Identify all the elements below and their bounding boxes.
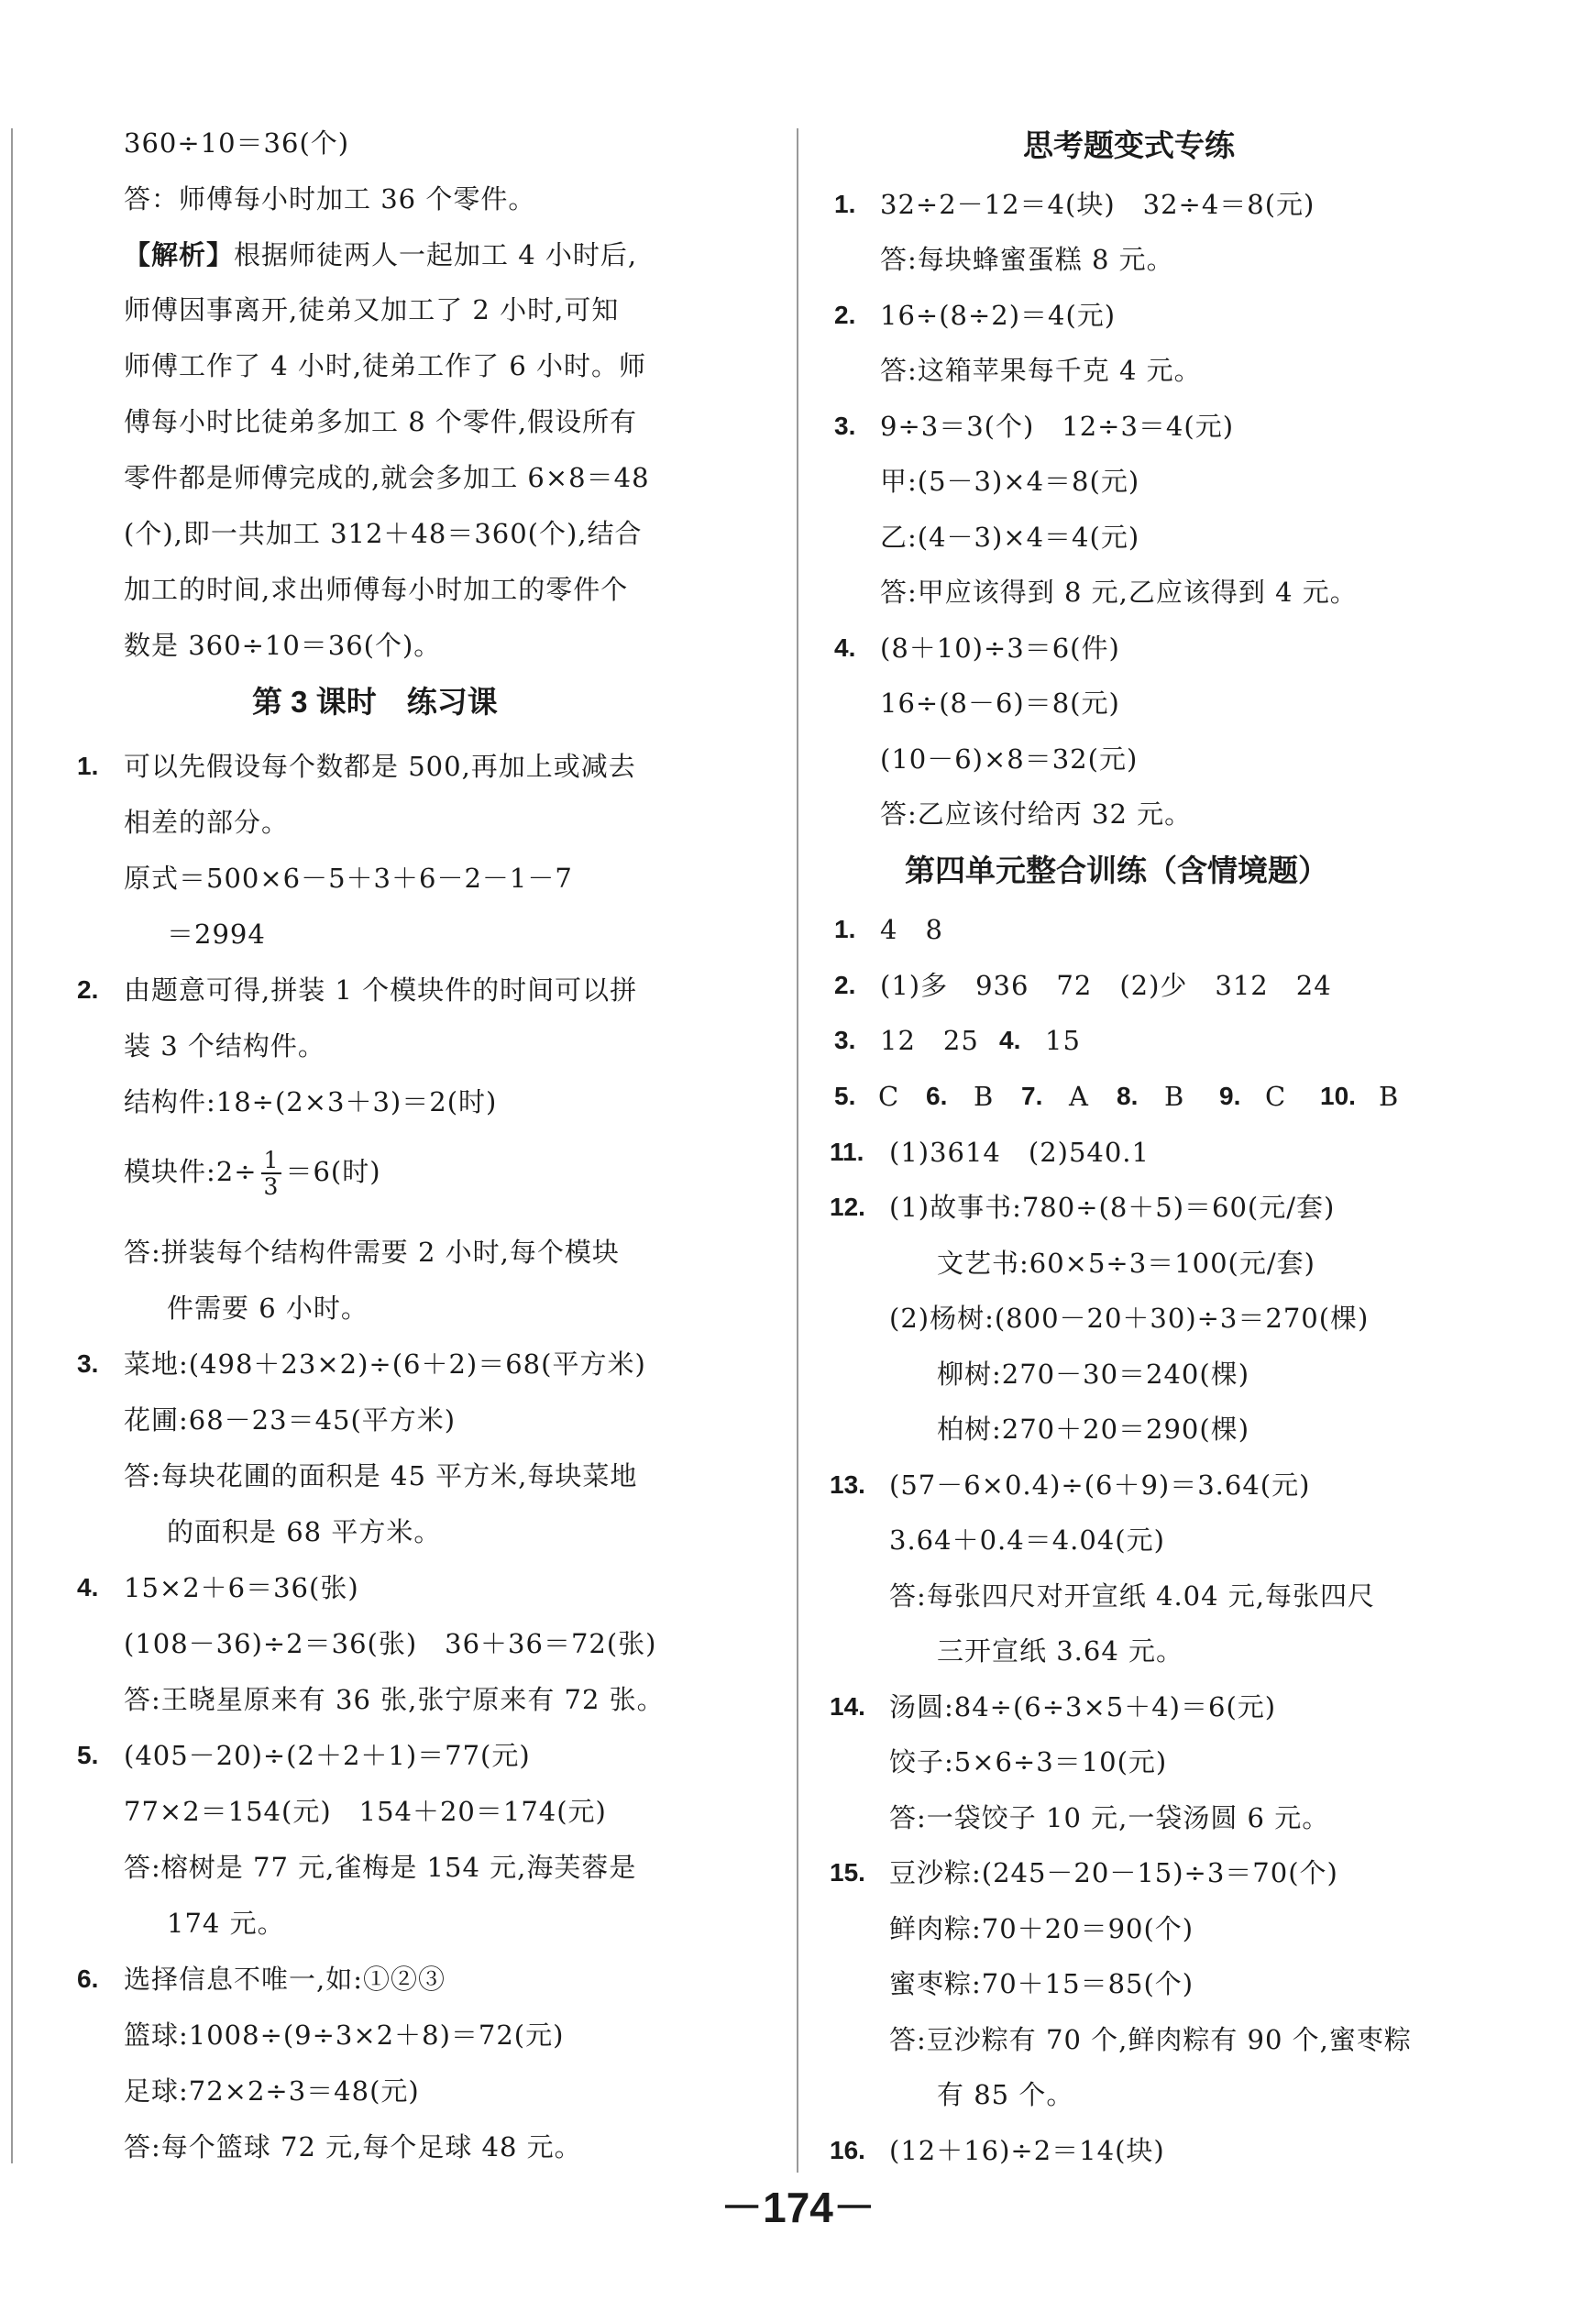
- fraction: [261, 1148, 282, 1199]
- page-number: －174－: [721, 2184, 875, 2231]
- text-line: 足球:72×2÷3＝48(元): [124, 2075, 420, 2107]
- text-line: 选择信息不唯一,如:①②③: [124, 1964, 446, 1995]
- column-divider: [797, 128, 798, 2173]
- question-number: 2.: [834, 301, 856, 329]
- analysis-line: (个),即一共加工 312＋48＝360(个),结合: [124, 518, 643, 549]
- answer-line: 答：师傅每小时加工 36 个零件。: [124, 183, 536, 215]
- question-number: 2.: [77, 975, 99, 1004]
- answer-line: 件需要 6 小时。: [167, 1293, 369, 1324]
- answer-line: 答:榕树是 77 元,雀梅是 154 元,海芙蓉是: [124, 1852, 637, 1883]
- question-number: 15.: [830, 1858, 865, 1887]
- question-number: 2.: [834, 971, 856, 999]
- text-line: 3.64＋0.4＝4.04(元): [889, 1524, 1165, 1556]
- question-number: 12.: [830, 1193, 865, 1221]
- text-line: 甲:(5－3)×4＝8(元): [880, 466, 1140, 497]
- text-line: 文艺书:60×5÷3＝100(元/套): [937, 1248, 1315, 1279]
- text-line: 鲜肉粽:70＋20＝90(个): [889, 1913, 1194, 1944]
- text-line: 9÷3＝3(个) 12÷3＝4(元): [880, 411, 1235, 442]
- analysis-line: 零件都是师傅完成的,就会多加工 6×8＝48: [124, 462, 650, 493]
- answer-line: 答:每块花圃的面积是 45 平方米,每块菜地: [124, 1460, 638, 1491]
- choice-answer: B: [1164, 1081, 1185, 1112]
- text-line: 由题意可得,拼装 1 个模块件的时间可以拼: [124, 974, 638, 1006]
- question-number: 5.: [834, 1082, 856, 1110]
- fraction-numerator: 1: [261, 1148, 282, 1174]
- text-line: 原式＝500×6－5＋3＋6－2－1－7: [124, 863, 573, 894]
- analysis-text: 根据师徒两人一起加工 4 小时后,: [234, 239, 638, 270]
- answer-line: 答:每块蜂蜜蛋糕 8 元。: [880, 244, 1174, 275]
- question-number: 11.: [830, 1138, 864, 1166]
- answer-line: 有 85 个。: [937, 2079, 1074, 2110]
- question-number: 3.: [834, 412, 856, 440]
- answer-line: 答:一袋饺子 10 元,一袋汤圆 6 元。: [889, 1802, 1330, 1833]
- question-number: 9.: [1219, 1082, 1241, 1110]
- section-heading-lesson3: 第 3 课时 练习课: [252, 685, 498, 719]
- text-line: 乙:(4－3)×4＝4(元): [880, 522, 1140, 553]
- text-line: (1)多 936 72 (2)少 312 24: [880, 970, 1332, 1001]
- question-number: 16.: [830, 2136, 865, 2164]
- question-number: 4.: [77, 1573, 99, 1601]
- left-margin-rule: [11, 128, 13, 2163]
- text-line: 12 25: [880, 1025, 979, 1056]
- fraction-prefix: 模块件:2÷: [124, 1156, 258, 1187]
- text-line: 16÷(8－6)＝8(元): [880, 688, 1120, 719]
- question-number: 1.: [77, 752, 99, 780]
- question-number: 1.: [834, 190, 856, 218]
- question-number: 13.: [830, 1470, 865, 1499]
- analysis-line: 傅每小时比徒弟多加工 8 个零件,假设所有: [124, 406, 638, 437]
- question-number: 5.: [77, 1741, 99, 1769]
- answer-line: 174 元。: [167, 1908, 285, 1939]
- text-line: 15: [1045, 1025, 1081, 1056]
- question-number: 8.: [1117, 1082, 1139, 1110]
- answer-line: 答:这箱苹果每千克 4 元。: [880, 355, 1202, 386]
- answer-line: 答:乙应该付给丙 32 元。: [880, 798, 1193, 830]
- text-line: 篮球:1008÷(9÷3×2＋8)＝72(元): [124, 2019, 565, 2051]
- text-line: 32÷2－12＝4(块) 32÷4＝8(元): [880, 189, 1315, 220]
- analysis-line: 加工的时间,求出师傅每小时加工的零件个: [124, 574, 629, 605]
- answer-line: 答:王晓星原来有 36 张,张宁原来有 72 张。: [124, 1684, 665, 1715]
- choice-answer: C: [878, 1081, 900, 1112]
- text-line: 菜地:(498＋23×2)÷(6＋2)＝68(平方米): [124, 1348, 646, 1380]
- answer-line: 三开宣纸 3.64 元。: [937, 1635, 1184, 1667]
- question-number: 4.: [999, 1026, 1021, 1054]
- analysis-line: 数是 360÷10＝36(个)。: [124, 630, 442, 661]
- text-line: 蜜枣粽:70＋15＝85(个): [889, 1968, 1194, 1999]
- text-line: 15×2＋6＝36(张): [124, 1572, 359, 1603]
- text-line: (405－20)÷(2＋2＋1)＝77(元): [124, 1740, 531, 1771]
- question-number: 1.: [834, 915, 856, 943]
- section-heading-unit4: 第四单元整合训练（含情境题）: [905, 853, 1328, 887]
- text-line: 结构件:18÷(2×3＋3)＝2(时): [124, 1086, 498, 1117]
- text-line: ＝2994: [167, 919, 266, 950]
- answer-line: 的面积是 68 平方米。: [167, 1516, 442, 1547]
- analysis-line: 师傅因事离开,徒弟又加工了 2 小时,可知: [124, 294, 620, 325]
- question-number: 3.: [77, 1349, 99, 1378]
- question-number: 10.: [1320, 1082, 1356, 1110]
- text-line: (57－6×0.4)÷(6＋9)＝3.64(元): [889, 1469, 1311, 1501]
- text-line: 汤圆:84÷(6÷3×5＋4)＝6(元): [889, 1691, 1277, 1722]
- fraction-denominator: 3: [263, 1173, 280, 1200]
- text-line: 花圃:68－23＝45(平方米): [124, 1404, 457, 1436]
- question-number: 6.: [926, 1082, 948, 1110]
- answer-line: 答:豆沙粽有 70 个,鲜肉粽有 90 个,蜜枣粽: [889, 2024, 1412, 2055]
- answer-line: 答:每个篮球 72 元,每个足球 48 元。: [124, 2131, 582, 2162]
- text-line: (10－6)×8＝32(元): [880, 743, 1139, 775]
- section-heading-thinking: 思考题变式专练: [1023, 128, 1235, 162]
- question-number: 7.: [1021, 1082, 1043, 1110]
- text-line: 16÷(8÷2)＝4(元): [880, 300, 1117, 331]
- question-number: 14.: [830, 1692, 865, 1721]
- text-line: 柏树:270＋20＝290(棵): [937, 1414, 1250, 1445]
- text-line: (108－36)÷2＝36(张) 36＋36＝72(张): [124, 1628, 657, 1659]
- text-line: 相差的部分。: [124, 807, 290, 838]
- answer-line: 答:甲应该得到 8 元,乙应该得到 4 元。: [880, 577, 1358, 608]
- text-line: (12＋16)÷2＝14(块): [889, 2135, 1165, 2166]
- choice-answer: A: [1069, 1081, 1089, 1112]
- question-number: 3.: [834, 1026, 856, 1054]
- text-line: 4 8: [880, 914, 943, 945]
- choice-answer: B: [974, 1081, 995, 1112]
- fraction-suffix: ＝6(时): [285, 1156, 381, 1187]
- text-line: 360÷10＝36(个): [124, 127, 350, 159]
- text-line: (1)3614 (2)540.1: [889, 1137, 1150, 1168]
- analysis-first-line: [124, 238, 637, 272]
- text-line: 77×2＝154(元) 154＋20＝174(元): [124, 1796, 607, 1827]
- text-line: 饺子:5×6÷3＝10(元): [889, 1746, 1168, 1777]
- answer-line: 答:拼装每个结构件需要 2 小时,每个模块: [124, 1237, 620, 1268]
- answer-line: 答:每张四尺对开宣纸 4.04 元,每张四尺: [889, 1580, 1375, 1612]
- question-number: 4.: [834, 633, 856, 662]
- text-line: (1)故事书:780÷(8＋5)＝60(元/套): [889, 1192, 1336, 1223]
- choice-answer: B: [1379, 1081, 1400, 1112]
- text-line: 可以先假设每个数都是 500,再加上或减去: [124, 751, 636, 782]
- text-line: 柳树:270－30＝240(棵): [937, 1359, 1250, 1390]
- analysis-tag: 【解析】: [124, 241, 235, 270]
- text-line: 豆沙粽:(245－20－15)÷3＝70(个): [889, 1857, 1338, 1888]
- choice-answer: C: [1265, 1081, 1287, 1112]
- text-line: 装 3 个结构件。: [124, 1030, 325, 1062]
- text-line: (2)杨树:(800－20＋30)÷3＝270(棵): [889, 1303, 1370, 1334]
- question-number: 6.: [77, 1964, 99, 1993]
- text-line: (8＋10)÷3＝6(件): [880, 633, 1120, 664]
- fraction-line: [124, 1144, 381, 1199]
- analysis-line: 师傅工作了 4 小时,徒弟工作了 6 小时。师: [124, 350, 646, 381]
